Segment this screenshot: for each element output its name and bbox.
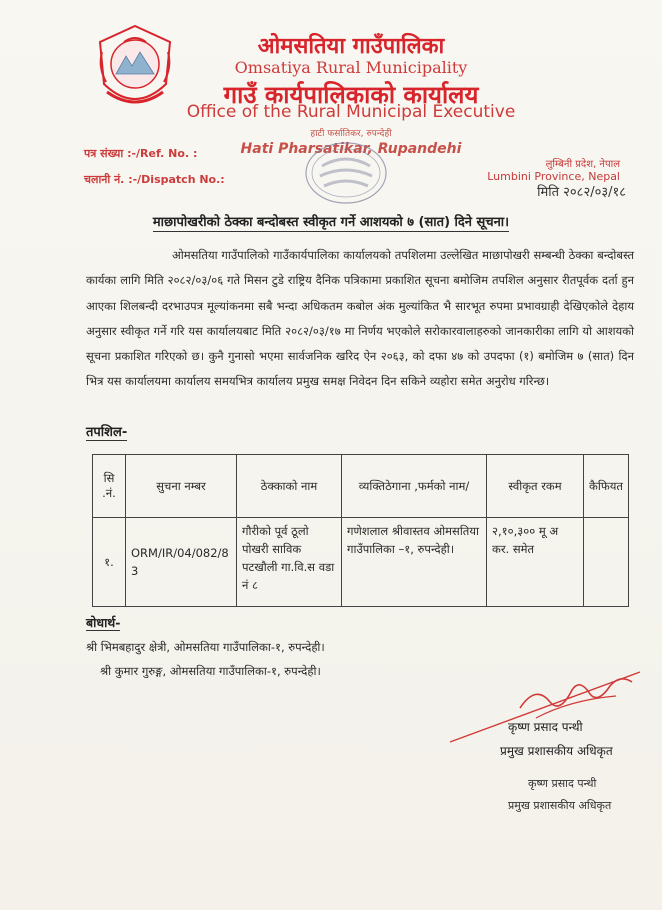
cell-serial: १. <box>93 518 126 607</box>
notice-subject <box>0 212 662 230</box>
municipality-name-english: Omsatiya Rural Municipality <box>234 58 468 77</box>
notice-body <box>86 243 634 395</box>
province-english: Lumbini Province, Nepal <box>487 170 620 183</box>
ref-number-label: पत्र संख्या :-/Ref. No. : <box>84 147 198 160</box>
cc-heading <box>86 614 120 631</box>
col-header-contract-name: ठेक्काको नाम <box>237 455 342 518</box>
body-paragraph: ओमसतिया गाउँपालिको गाउँकार्यपालिका कार्यालयको तपशिलमा उल्लेखित माछापोखरी सम्बन्धी ठेक्का बन्दोबस्त कार्यका लागि मिति २०८२/०३/०६ गते मिसन टुडे राष्ट्रिय दैनिक पत्रिकामा प्रकाशित सूचना बमोजिम तपशिल अनुसार रीतपूर्वक दर्ता हुन आएका शिलबन्दी दरभाउपत्र मूल्यांकनमा सबै भन्दा अधिकतम कबोल अंक मुल्यांकित भै सारभूत रुपमा प्रभावग्राही देखिएकोले देहाय अनुसार स्वीकृत गर्ने गरि यस कार्यालयबाट मिति २०८२/०३/१७ मा निर्णय भएकोले सरोकारवालाहरुको जानकारीका लागि यो आशयको सूचना प्रकाशित गरिएको छ। कुनै गुनासो भएमा सार्वजनिक खरिद ऐन २०६३, को दफा ४७ को उपदफा (१) बमोजिम ७ (सात) दिन भित्र यस कार्यालयमा कार्यालय समयभित्र कार्यालय प्रमुख समक्ष निवेदन दिन सकिने व्यहोरा समेत अनुरोध गरिन्छ। <box>86 248 634 389</box>
details-heading <box>86 422 127 440</box>
table-header-row <box>93 455 629 518</box>
office-name-english: Office of the Rural Municipal Executive <box>186 102 516 122</box>
subject-text: माछापोखरीको ठेक्का बन्दोबस्त स्वीकृत गर्ने आशयको ७ (सात) दिने सूचना। <box>152 215 510 230</box>
cell-notice-number: ORM/IR/04/082/83 <box>126 518 237 607</box>
signatory-title: प्रमुख प्रशासकीय अधिकृत <box>500 744 613 758</box>
signatory-name-stamp: कृष्ण प्रसाद पन्थी <box>528 777 597 790</box>
col-header-notice-number: सुचना नम्बर <box>126 455 237 518</box>
cell-remarks <box>584 518 629 607</box>
address-nepali: हाटी फर्सातिकर, रुपन्देही <box>310 129 392 139</box>
province-nepali: लुम्बिनी प्रदेश, नेपाल <box>545 159 620 170</box>
letter-date: मिति २०८२/०३/१८ <box>537 185 626 200</box>
col-header-party: व्यक्तिठेगाना ,फर्मको नाम/ <box>342 455 487 518</box>
office-round-stamp <box>300 138 392 208</box>
dispatch-number-label: चलानी नं. :-/Dispatch No.: <box>84 173 225 186</box>
cell-approved-amount: २,१०,३०० मू अ कर. समेत <box>487 518 584 607</box>
cc-recipient-1: श्री भिमबहादुर क्षेत्री, ओमसतिया गाउँपालिका-१, रुपन्देही। <box>86 640 325 654</box>
col-header-remarks: कैफियत <box>584 455 629 518</box>
signatory-title-stamp: प्रमुख प्रशासकीय अधिकृत <box>508 799 612 812</box>
cc-heading-text: बोधार्थ- <box>86 615 121 630</box>
col-header-approved-amount: स्वीकृत रकम <box>487 455 584 518</box>
cc-recipient-2: श्री कुमार गुरुङ्ग, ओमसतिया गाउँपालिका-१, रुपन्देही। <box>100 664 321 678</box>
municipality-name-nepali: ओमसतिया गाउँपालिका <box>257 34 445 59</box>
details-heading-text: तपशिल- <box>86 425 128 440</box>
signatory-name: कृष्ण प्रसाद पन्थी <box>508 720 583 734</box>
col-header-serial: सि .नं. <box>93 455 126 518</box>
table-row <box>93 518 629 607</box>
cell-contract-name: गौरीको पूर्व ठूलो पोखरी साविक पटखौली गा.वि.स वडा नं ८ <box>237 518 342 607</box>
address-english: Hati Pharsatikar, Rupandehi <box>240 141 462 157</box>
office-name-nepali: गाउँ कार्यपालिकाको कार्यालय <box>223 81 479 109</box>
cell-party: गणेशलाल श्रीवास्तव ओमसतिया गाउँपालिका –१, रुपन्देही। <box>342 518 487 607</box>
details-table <box>92 454 629 607</box>
